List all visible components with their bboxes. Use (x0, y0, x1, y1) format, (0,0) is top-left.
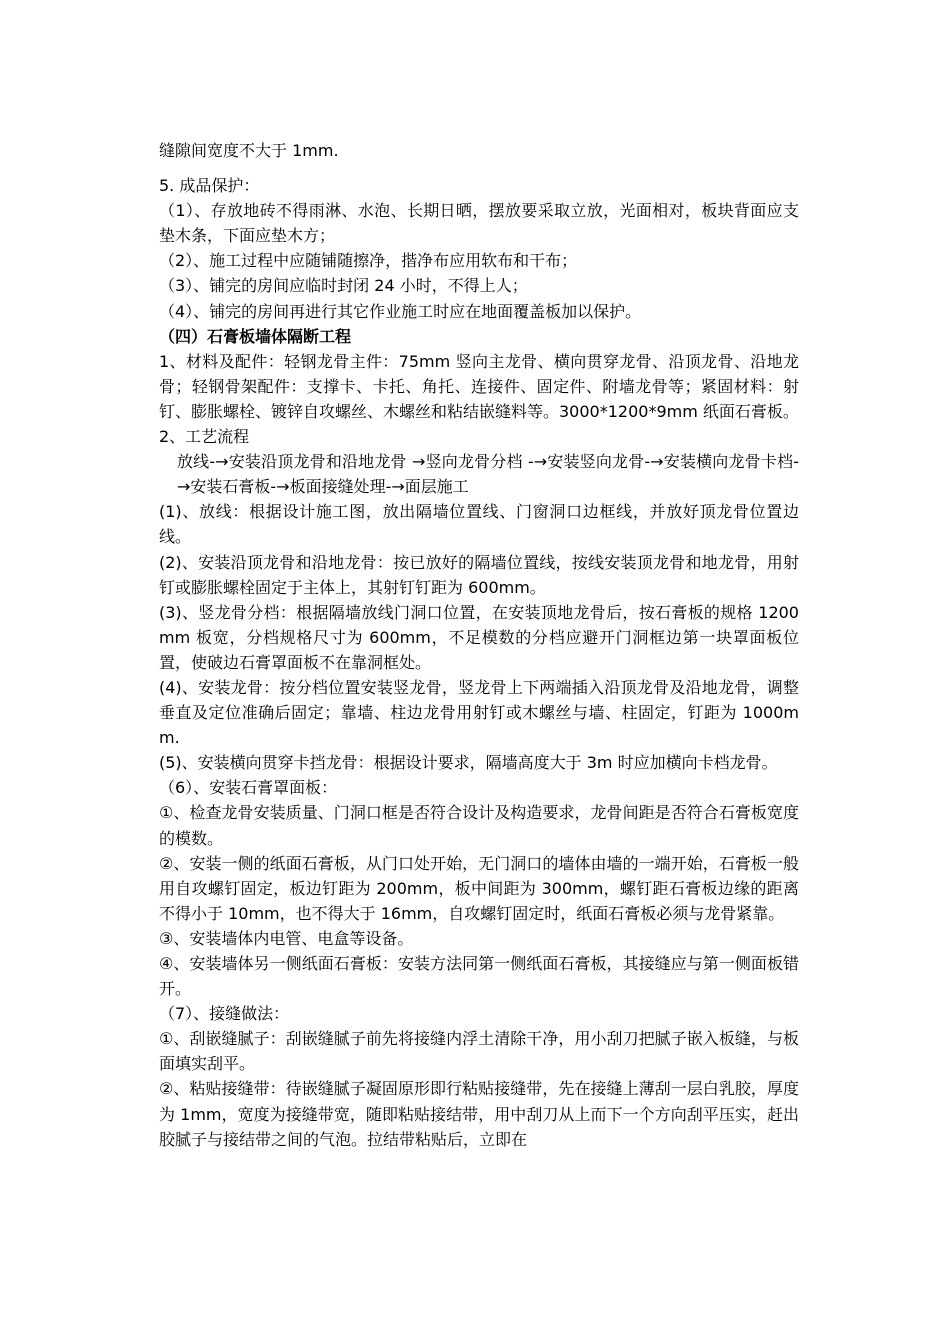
paragraph-step-6-3: ③、安装墙体内电管、电盒等设备。 (159, 928, 414, 948)
heading-process-flow: 2、工艺流程 (159, 427, 250, 447)
paragraph-protection-3: （3）、铺完的房间应临时封闭 24 小时，不得上人； (159, 276, 528, 296)
paragraph-protection-4: （4）、铺完的房间再进行其它作业施工时应在地面覆盖板加以保护。 (159, 301, 642, 321)
paragraph-step-5-cross-keel: (5)、安装横向贯穿卡挡龙骨：根据设计要求，隔墙高度大于 3m 时应加横向卡档龙骨。 (159, 753, 778, 773)
paragraph-step-6-1: ①、检查龙骨安装质量、门洞口框是否符合设计及构造要求，龙骨间距是否符合石膏板宽度的模数。 (159, 803, 799, 848)
section-heading-gypsum-partition: （四）石膏板墙体隔断工程 (159, 326, 352, 346)
paragraph-step-2-top-bottom-keel: (2)、安装沿顶龙骨和沿地龙骨：按已放好的隔墙位置线，按线安装顶龙骨和地龙骨，用射钉或膨胀螺栓固定于主体上，其射钉钉距为 600mm。 (159, 552, 799, 597)
paragraph-step-3-keel-spacing: (3)、竖龙骨分档：根据隔墙放线门洞口位置，在安装顶地龙骨后，按石膏板的规格 1200mm 板宽，分档规格尺寸为 600mm，不足模数的分档应避开门洞框边第一块罩面板位置，使破边石膏罩面板不在靠洞框处。 (159, 602, 799, 672)
paragraph-process-sequence: 放线-→安装沿顶龙骨和沿地龙骨 →竖向龙骨分档 -→安装竖向龙骨-→安装横向龙骨卡档-→安装石膏板-→板面接缝处理-→面层施工 (177, 452, 799, 497)
paragraph-joint-width: 缝隙间宽度不大于 1mm. (159, 141, 339, 160)
paragraph-step-7-1: ①、刮嵌缝腻子：刮嵌缝腻子前先将接缝内浮土清除干净，用小刮刀把腻子嵌入板缝，与板面填实刮平。 (159, 1029, 799, 1074)
paragraph-step-6-4: ④、安装墙体另一侧纸面石膏板：安装方法同第一侧纸面石膏板，其接缝应与第一侧面板错开。 (159, 954, 799, 999)
paragraph-step-7-heading: （7）、接缝做法： (159, 1004, 290, 1024)
paragraph-protection-1: （1）、存放地砖不得雨淋、水泡、长期日晒，摆放要采取立放，光面相对，板块背面应支垫木条，下面应垫木方； (159, 201, 799, 246)
document-page (159, 138, 799, 1152)
paragraph-step-6-heading: （6）、安装石膏罩面板： (159, 778, 338, 798)
paragraph-step-6-2: ②、安装一侧的纸面石膏板，从门口处开始，无门洞口的墙体由墙的一端开始，石膏板一般用自攻螺钉固定，板边钉距为 200mm，板中间距为 300mm，螺钉距石膏板边缘的距离不得小于 10mm，也不得大于 16mm，自攻螺钉固定时，纸面石膏板必须与龙骨紧靠。 (159, 853, 799, 923)
paragraph-protection-2: （2）、施工过程中应随铺随擦净，揩净布应用软布和干布； (159, 251, 578, 271)
heading-product-protection: 5. 成品保护： (159, 176, 260, 196)
paragraph-step-1-layout: (1)、放线：根据设计施工图，放出隔墙位置线、门窗洞口边框线，并放好顶龙骨位置边线。 (159, 502, 799, 547)
paragraph-step-7-2: ②、粘贴接缝带：待嵌缝腻子凝固原形即行粘贴接缝带，先在接缝上薄刮一层白乳胶，厚度为 1mm，宽度为接缝带宽，随即粘贴接结带，用中刮刀从上而下一个方向刮平压实，赶出胶腻子与接结带之间的气泡。拉结带粘贴后，立即在 (159, 1079, 799, 1149)
paragraph-step-4-install-keel: (4)、安装龙骨：按分档位置安装竖龙骨，竖龙骨上下两端插入沿顶龙骨及沿地龙骨，调整垂直及定位准确后固定；靠墙、柱边龙骨用射钉或木螺丝与墙、柱固定，钉距为 1000mm. (159, 677, 799, 748)
paragraph-materials: 1、材料及配件：轻钢龙骨主件：75mm 竖向主龙骨、横向贯穿龙骨、沿顶龙骨、沿地龙骨；轻钢骨架配件：支撑卡、卡托、角托、连接件、固定件、附墙龙骨等；紧固材料：射钉、膨胀螺栓、镀锌自攻螺丝、木螺丝和粘结嵌缝料等。3000*1200*9mm 纸面石膏板。 (159, 351, 799, 421)
